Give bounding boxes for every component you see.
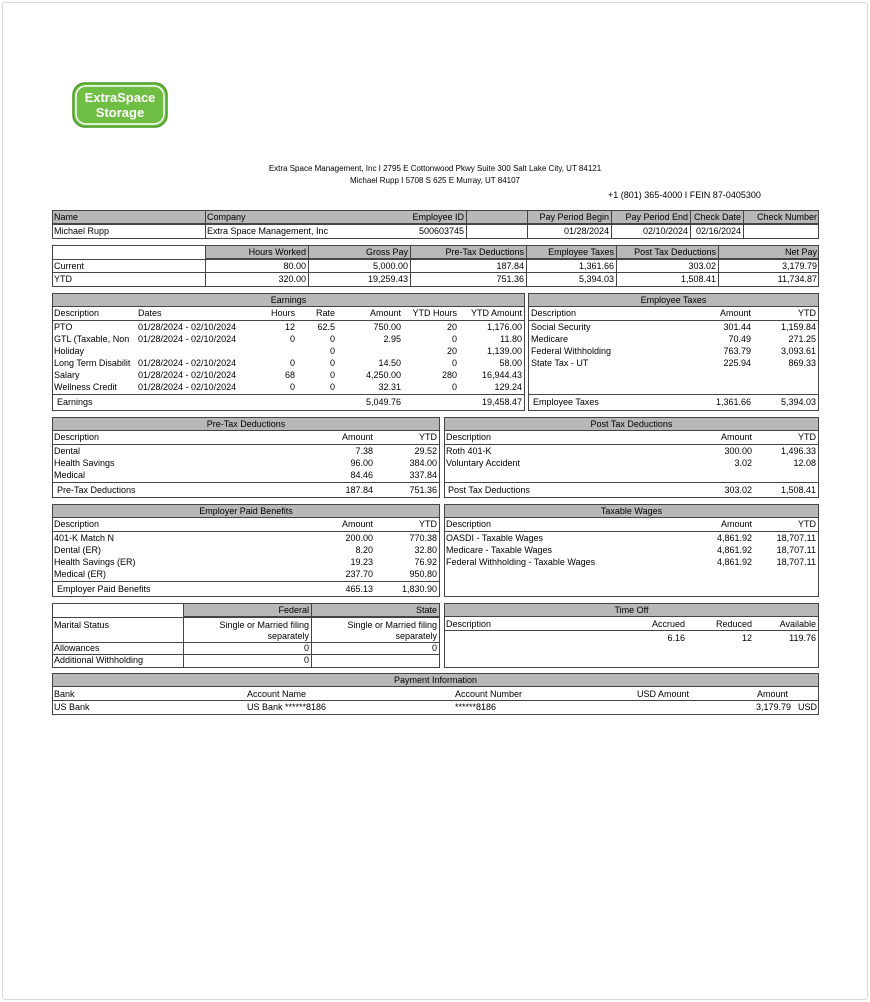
- wages-row: OASDI - Taxable Wages: [446, 533, 544, 543]
- col-hours-worked: Hours Worked: [248, 247, 306, 257]
- earn-col-amount: Amount: [369, 308, 401, 318]
- posttax-col-desc: Description: [446, 432, 492, 442]
- phone-fein: +1 (801) 365-4000 I FEIN 87-0405300: [608, 190, 761, 200]
- pretax-total-label: Pre-Tax Deductions: [57, 485, 136, 495]
- col-period-begin: Pay Period Begin: [539, 212, 609, 222]
- employee-address: Michael Rupp I 5708 S 625 E Murray, UT 84107: [349, 176, 521, 185]
- col-name: Name: [54, 212, 79, 222]
- posttax-total-amount: 303.02: [724, 485, 752, 495]
- earn-col-ytd-hours: YTD Hours: [412, 308, 457, 318]
- pay-col-account-name: Account Name: [247, 689, 307, 699]
- wages-title: Taxable Wages: [600, 506, 663, 516]
- col-employee-id: Employee ID: [412, 212, 464, 222]
- col-check-number: Check Number: [756, 212, 817, 222]
- tax-col-amount: Amount: [719, 308, 751, 318]
- payment-account-name: US Bank ******8186: [247, 702, 327, 712]
- col-net-pay: Net Pay: [784, 247, 817, 257]
- pay-col-usd-amount: USD Amount: [636, 689, 689, 699]
- payment-amount: 3,179.79: [755, 702, 791, 712]
- benefits-col-ytd: YTD: [419, 519, 437, 529]
- additional-withholding-label: Additional Withholding: [54, 655, 144, 665]
- tax-col-ytd: YTD: [798, 308, 816, 318]
- withholding-table: Federal State Marital Status Single or Married filing separately Single or Married filing separately Allowances 0 0 Additional Withholding 0: [52, 603, 440, 668]
- payment-bank: US Bank: [54, 702, 90, 712]
- earn-col-rate: Rate: [315, 308, 335, 318]
- pretax-total-amount: 187.84: [345, 485, 373, 495]
- payment-currency: USD: [797, 702, 817, 712]
- wages-row: Medicare - Taxable Wages: [446, 545, 553, 555]
- posttax-row: Roth 401-K: [446, 446, 492, 456]
- tax-row: Medicare: [531, 334, 569, 344]
- col-employee-taxes: Employee Taxes: [548, 247, 614, 257]
- earn-col-ytd-amount: YTD Amount: [470, 308, 522, 318]
- payment-title: Payment Information: [393, 675, 478, 685]
- marital-status-label: Marital Status: [54, 620, 110, 630]
- pay-col-account-number: Account Number: [455, 689, 523, 699]
- withholding-state-header: State: [415, 605, 437, 615]
- posttax-total-ytd: 1,508.41: [780, 485, 816, 495]
- employee-info-table: [52, 210, 819, 239]
- benefits-total-amount: 465.13: [345, 584, 373, 594]
- pretax-col-amount: Amount: [341, 432, 373, 442]
- wages-col-desc: Description: [446, 519, 492, 529]
- earnings-title: Earnings: [270, 295, 307, 305]
- timeoff-accrued: 6.16: [667, 633, 685, 643]
- taxes-total-ytd: 5,394.03: [780, 397, 816, 407]
- svg-text:Storage: Storage: [95, 105, 145, 120]
- earnings-total-label: Earnings: [57, 397, 93, 407]
- timeoff-col-desc: Description: [446, 619, 492, 629]
- employee-name: Michael Rupp: [54, 226, 110, 236]
- earnings-table: Earnings Description Dates Hours Rate Amount YTD Hours YTD Amount PTO 01/28/2024 - 02/10/2024 12 62.5 750.00 20 1,176.00 GTL (Taxable, Non 01/28/2024 - 02/10/2024 0 0 2.95 0 11.80 Holiday 0 20 1,139.00 Long Term Disabilit 01/28/2024 - 02/10/2024 0 0 14.50 0 58.00 Salary 01/28/2024 - 02/10/2024 68 0 4,250.00 280 16,944.43 Wellness Credit 01/28/2024 - 02/10/2024 0 0 32.31 0 129.24 Earnings 5,049.76 19,458.47: [52, 293, 525, 411]
- benefits-row: 401-K Match N: [54, 533, 115, 543]
- benefits-title: Employer Paid Benefits: [199, 506, 293, 516]
- posttax-col-amount: Amount: [720, 432, 752, 442]
- benefits-row: Medical (ER): [54, 569, 107, 579]
- wages-row: Federal Withholding - Taxable Wages: [446, 557, 596, 567]
- pretax-row: Medical: [54, 470, 86, 480]
- current-pretax: 187.84: [496, 261, 524, 271]
- earn-col-desc: Description: [54, 308, 100, 318]
- taxable-wages-table: Taxable Wages Description Amount YTD OASDI - Taxable Wages 4,861.92 18,707.11 Medicare - Taxable Wages 4,861.92 18,707.11 Federal Withholding - Taxable Wages 4,861.92 18,707.11: [444, 504, 819, 597]
- ytd-gross: 19,259.43: [367, 274, 408, 284]
- wages-col-amount: Amount: [720, 519, 752, 529]
- col-company: Company: [207, 212, 246, 222]
- wages-col-ytd: YTD: [798, 519, 816, 529]
- check-date: 02/16/2024: [695, 226, 741, 236]
- state-allowances: 0: [431, 643, 437, 653]
- posttax-table: Post Tax Deductions Description Amount YTD Roth 401-K 300.00 1,496.33 Voluntary Accident 3.02 12.08 Post Tax Deductions 303.02 1,508.41: [444, 417, 819, 498]
- tax-row: State Tax - UT: [531, 358, 589, 368]
- benefits-row: Dental (ER): [54, 545, 102, 555]
- tax-row: Social Security: [531, 322, 591, 332]
- employee-id: 500603745: [418, 226, 464, 236]
- tax-row: Federal Withholding: [531, 346, 612, 356]
- period-end: 02/10/2024: [642, 226, 688, 236]
- posttax-title: Post Tax Deductions: [590, 419, 673, 429]
- payment-account-number: ******8186: [455, 702, 497, 712]
- withholding-federal-header: Federal: [278, 605, 309, 615]
- timeoff-col-accrued: Accrued: [651, 619, 685, 629]
- pretax-total-ytd: 751.36: [409, 485, 437, 495]
- fed-allowances: 0: [303, 643, 309, 653]
- period-begin: 01/28/2024: [563, 226, 609, 236]
- time-off-title: Time Off: [614, 605, 649, 615]
- earnings-total-amount: 5,049.76: [365, 397, 401, 407]
- col-gross-pay: Gross Pay: [365, 247, 408, 257]
- pretax-table: Pre-Tax Deductions Description Amount YTD Dental 7.38 29.52 Health Savings 96.00 384.00 Medical 84.46 337.84 Pre-Tax Deductions 187.84 751.36: [52, 417, 440, 498]
- current-label: Current: [54, 261, 85, 271]
- employer-benefits-table: Employer Paid Benefits Description Amount YTD 401-K Match N 200.00 770.38 Dental (ER) 8.20 32.80 Health Savings (ER) 19.23 76.92 Medical (ER) 237.70 950.80 Employer Paid Benefits 465.13 1,830.90: [52, 504, 440, 597]
- pretax-row: Health Savings: [54, 458, 115, 468]
- benefits-col-amount: Amount: [341, 519, 373, 529]
- current-gross: 5,000.00: [372, 261, 408, 271]
- pretax-col-desc: Description: [54, 432, 100, 442]
- timeoff-reduced: 12: [741, 633, 752, 643]
- ytd-net: 11,734.87: [777, 274, 817, 284]
- current-net: 3,179.79: [781, 261, 817, 271]
- employee-taxes-table: Employee Taxes Description Amount YTD Social Security 301.44 1,159.84 Medicare 70.49 271.25 Federal Withholding 763.79 3,093.61 State Tax - UT 225.94 869.33 Employee Taxes 1,361.66 5,394.03: [528, 293, 819, 411]
- earn-col-dates: Dates: [138, 308, 162, 318]
- posttax-col-ytd: YTD: [798, 432, 816, 442]
- pretax-col-ytd: YTD: [419, 432, 437, 442]
- time-off-table: [444, 603, 819, 668]
- pay-summary-table: [52, 245, 819, 287]
- current-taxes: 1,361.66: [578, 261, 614, 271]
- page-frame: [2, 2, 868, 1000]
- col-check-date: Check Date: [693, 212, 741, 222]
- posttax-total-label: Post Tax Deductions: [448, 485, 530, 495]
- company-logo: [72, 82, 168, 128]
- col-pretax: Pre-Tax Deductions: [445, 247, 524, 257]
- allowances-label: Allowances: [54, 643, 100, 653]
- ytd-taxes: 5,394.03: [578, 274, 614, 284]
- current-posttax: 303.02: [688, 261, 716, 271]
- pay-col-amount: Amount: [756, 689, 788, 699]
- col-period-end: Pay Period End: [625, 212, 688, 222]
- timeoff-col-available: Available: [779, 619, 816, 629]
- posttax-row: Voluntary Accident: [446, 458, 521, 468]
- svg-text:ExtraSpace: ExtraSpace: [84, 90, 156, 105]
- earnings-total-ytd: 19,458.47: [481, 397, 522, 407]
- pretax-title: Pre-Tax Deductions: [206, 419, 286, 429]
- pretax-row: Dental: [54, 446, 81, 456]
- company-name: Extra Space Management, Inc: [207, 226, 329, 236]
- earn-col-hours: Hours: [270, 308, 295, 318]
- col-posttax: Post Tax Deductions: [634, 247, 716, 257]
- ytd-hours: 320.00: [278, 274, 306, 284]
- benefits-row: Health Savings (ER): [54, 557, 136, 567]
- taxes-total-label: Employee Taxes: [533, 397, 599, 407]
- benefits-col-desc: Description: [54, 519, 100, 529]
- state-marital-status: Single or Married filing: [347, 620, 437, 630]
- current-hours: 80.00: [283, 261, 306, 271]
- taxes-title: Employee Taxes: [640, 295, 707, 305]
- fed-marital-status: Single or Married filing: [219, 620, 309, 630]
- payment-info-table: [52, 673, 819, 715]
- benefits-total-ytd: 1,830.90: [401, 584, 437, 594]
- taxes-total-amount: 1,361.66: [715, 397, 751, 407]
- timeoff-col-reduced: Reduced: [715, 619, 752, 629]
- timeoff-available: 119.76: [789, 633, 816, 643]
- tax-col-desc: Description: [531, 308, 577, 318]
- employer-address: Extra Space Management, Inc I 2795 E Cottonwood Pkwy Suite 300 Salt Lake City, UT 84121: [268, 164, 602, 173]
- ytd-posttax: 1,508.41: [680, 274, 716, 284]
- ytd-label: YTD: [54, 274, 72, 284]
- ytd-pretax: 751.36: [496, 274, 524, 284]
- pay-col-bank: Bank: [54, 689, 75, 699]
- benefits-total-label: Employer Paid Benefits: [57, 584, 151, 594]
- fed-additional-withholding: 0: [303, 655, 309, 665]
